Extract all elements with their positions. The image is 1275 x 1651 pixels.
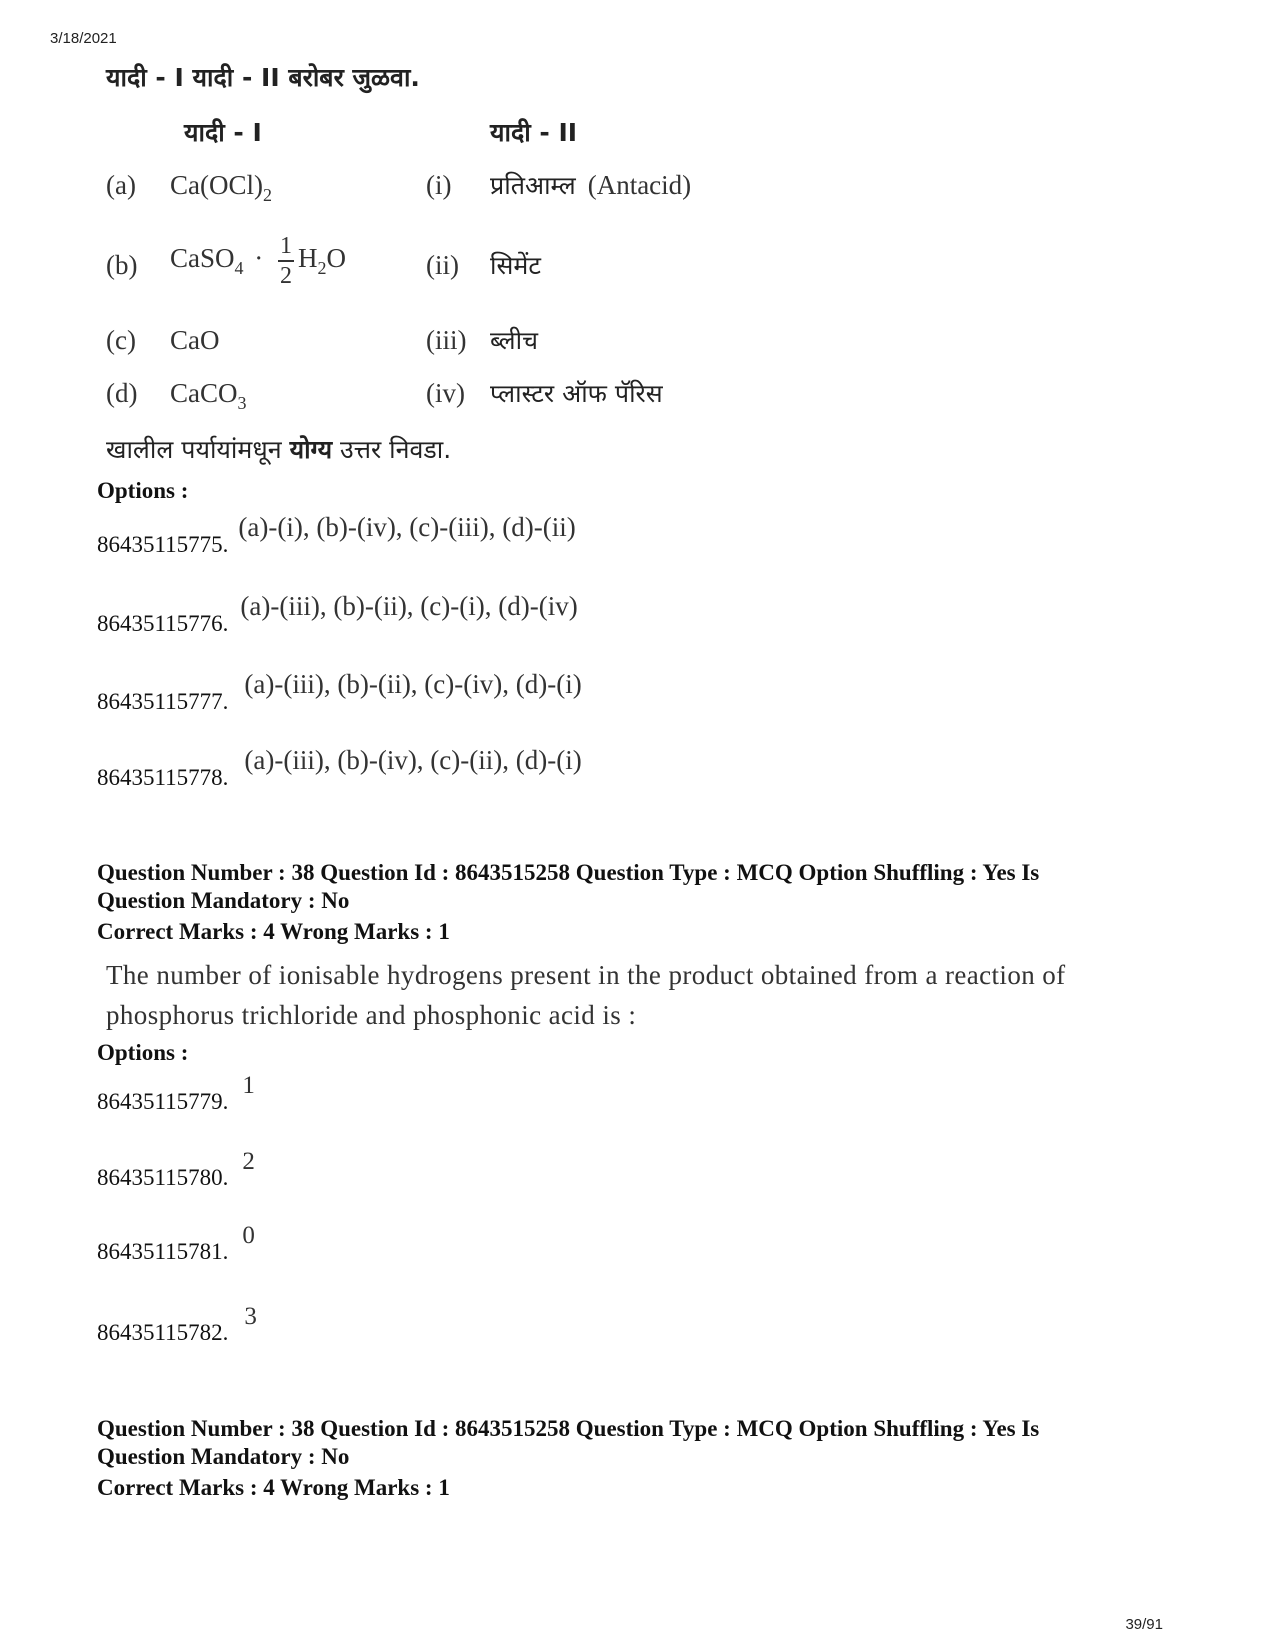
row-d-label: (d) [106,378,138,408]
print-date: 3/18/2021 [50,30,117,47]
q38-option-4[interactable]: 86435115782. 3 [97,1303,257,1345]
q38-option-2[interactable]: 86435115780. 2 [97,1148,255,1190]
row-b-roman: (ii) [426,250,459,280]
row-d-roman: (iv) [426,378,465,408]
row-b-label: (b) [106,250,138,280]
row-c-label: (c) [106,325,136,355]
row-b-item: सिमेंट [490,251,541,280]
q37-option-1[interactable]: 86435115775. (a)-(i), (b)-(iv), (c)-(iii), (d)-(ii) [97,512,576,557]
row-a-compound: $Ca(OCl)_2$ [170,170,272,205]
q38-options-label: Options : [97,1040,189,1065]
row-a-item: प्रतिआम्ल (Antacid) [490,170,692,200]
row-a-roman: (i) [426,170,452,200]
row-a-label: (a) [106,170,136,200]
row-c-roman: (iii) [426,325,467,355]
q38-option-3[interactable]: 86435115781. 0 [97,1222,255,1264]
q38-question-text: The number of ionisable hydrogens present in the product obtained from a reaction of phosphorus trichloride and phosphonic acid is : [106,960,1066,1030]
match-instruction: यादी - I यादी - II बरोबर जुळवा. [106,63,420,92]
page-number: 39/91 [1125,1616,1163,1633]
q37-option-2[interactable]: 86435115776. (a)-(iii), (b)-(ii), (c)-(i), (d)-(iv) [97,591,578,636]
q38b-meta: Question Number : 38 Question Id : 8643515258 Question Type : MCQ Option Shuffling : Yes Is Question Mandatory : No [97,1416,1040,1469]
row-b-compound: CaSO$_4$ · $\frac{1}{2}$ $H_2O$ [170,233,347,289]
q37-option-3[interactable]: 86435115777. (a)-(iii), (b)-(ii), (c)-(iv), (d)-(i) [97,669,582,714]
q38-option-1[interactable]: 86435115779. 1 [97,1072,255,1114]
list-2-heading: यादी - II [490,118,578,147]
list-1-heading: यादी - I [184,118,262,147]
row-d-item: प्लास्टर ऑफ पॅरिस [490,379,663,408]
q37-options-label: Options : [97,478,189,503]
q38b-marks: Correct Marks : 4 Wrong Marks : 1 [97,1475,450,1500]
row-c-compound: CaO [170,325,220,355]
q38-marks: Correct Marks : 4 Wrong Marks : 1 [97,919,450,944]
row-c-item: ब्लीच [490,326,538,355]
row-d-compound: CaCO$_3$ [170,378,247,413]
q37-option-4[interactable]: 86435115778. (a)-(iii), (b)-(iv), (c)-(ii), (d)-(i) [97,745,582,790]
fraction-one-half: $\frac{1}{2}$ [280,233,293,289]
q38-meta: Question Number : 38 Question Id : 8643515258 Question Type : MCQ Option Shuffling : Yes Is Question Mandatory : No [97,860,1040,913]
choose-instruction: खालील पर्यायांमधून योग्य उत्तर निवडा. [106,435,452,464]
